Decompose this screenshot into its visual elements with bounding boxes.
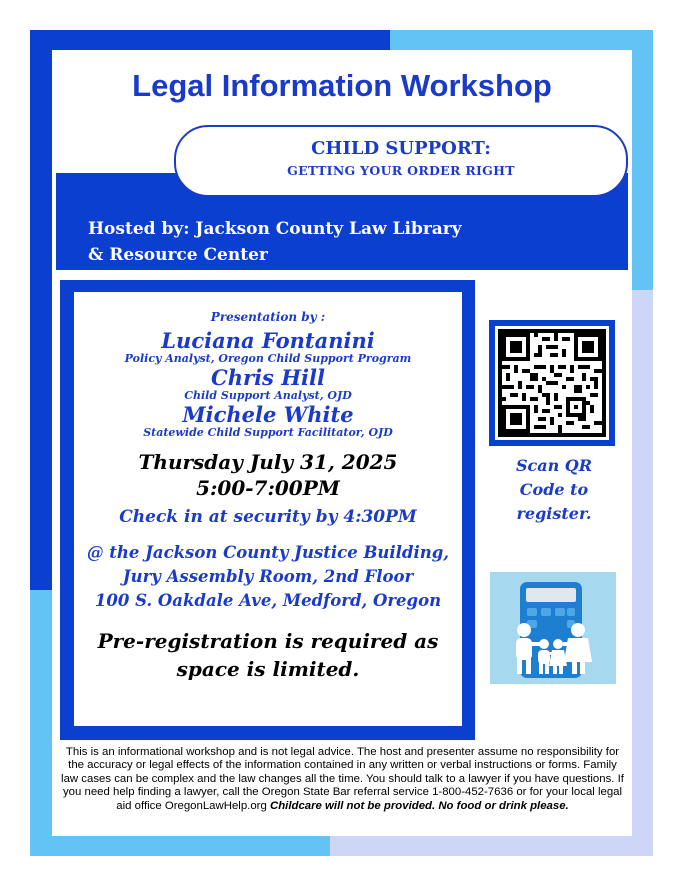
qr-code[interactable] xyxy=(502,333,602,433)
presenter-role: Child Support Analyst, OJD xyxy=(184,389,352,402)
event-time: 5:00-7:00PM xyxy=(196,476,340,500)
presenter-role: Policy Analyst, Oregon Child Support Program xyxy=(124,352,412,365)
frame-left-bar xyxy=(30,30,52,440)
frame-bottom-lavender-bar xyxy=(330,836,653,856)
scan-line3: register. xyxy=(516,504,592,523)
hosted-by-text xyxy=(88,216,608,268)
frame-right-lavender-bar xyxy=(632,290,653,856)
disclaimer-text xyxy=(60,746,625,813)
location-line1: @ the Jackson County Justice Building, xyxy=(86,543,450,562)
page-title: Legal Information Workshop xyxy=(132,68,552,103)
presentation-box xyxy=(74,292,462,726)
family-calculator-image xyxy=(490,572,616,684)
subtitle-line2: GETTING YOUR ORDER RIGHT xyxy=(287,163,515,178)
disclaimer-emphasis: Childcare will not be provided. No food or drink please. xyxy=(269,799,569,812)
location-line3: 100 S. Oakdale Ave, Medford, Oregon xyxy=(94,591,442,610)
hosted-line2: & Resource Center xyxy=(88,245,268,265)
preregistration-notice xyxy=(74,627,462,683)
subtitle-line1: CHILD SUPPORT: xyxy=(311,138,491,159)
scan-line2: Code to xyxy=(519,480,589,499)
calculator-family-illustration xyxy=(490,572,616,684)
presentation-label: Presentation by : xyxy=(210,310,326,324)
location-line2: Jury Assembly Room, 2nd Floor xyxy=(122,567,414,586)
subtitle-pill xyxy=(174,125,628,197)
presenter-role: Statewide Child Support Facilitator, OJD xyxy=(143,426,393,439)
presenter-name: Luciana Fontanini xyxy=(161,328,375,353)
scan-line1: Scan QR xyxy=(515,456,593,475)
presenter-name: Chris Hill xyxy=(211,365,325,390)
presenter-name: Michele White xyxy=(182,402,354,427)
frame-top-light-bar xyxy=(390,30,653,50)
frame-left-bar-lower xyxy=(30,440,52,590)
prereg-line1: Pre-registration is required as xyxy=(97,629,439,653)
disclaimer-body: This is an informational workshop and is not legal advice. The host and presenter assume no responsibility for the accuracy or legal effects of the information contained in any written or verbal instructions or forms. Family law cases can be complex and the law changes all the time. You should talk to a lawyer if you have questions. If you need help finding a lawyer, call the Oregon State Bar referral service 1-800-452-7636 or for your local legal aid office OregonLawHelp.org xyxy=(61,746,624,812)
checkin-text: Check in at security by 4:30PM xyxy=(119,507,417,527)
prereg-line2: space is limited. xyxy=(176,657,360,681)
event-location xyxy=(74,541,462,613)
scan-qr-caption xyxy=(490,454,618,526)
qr-code-pattern xyxy=(502,333,602,433)
hosted-line1: Hosted by: Jackson County Law Library xyxy=(88,219,462,239)
event-date: Thursday July 31, 2025 xyxy=(138,450,398,474)
